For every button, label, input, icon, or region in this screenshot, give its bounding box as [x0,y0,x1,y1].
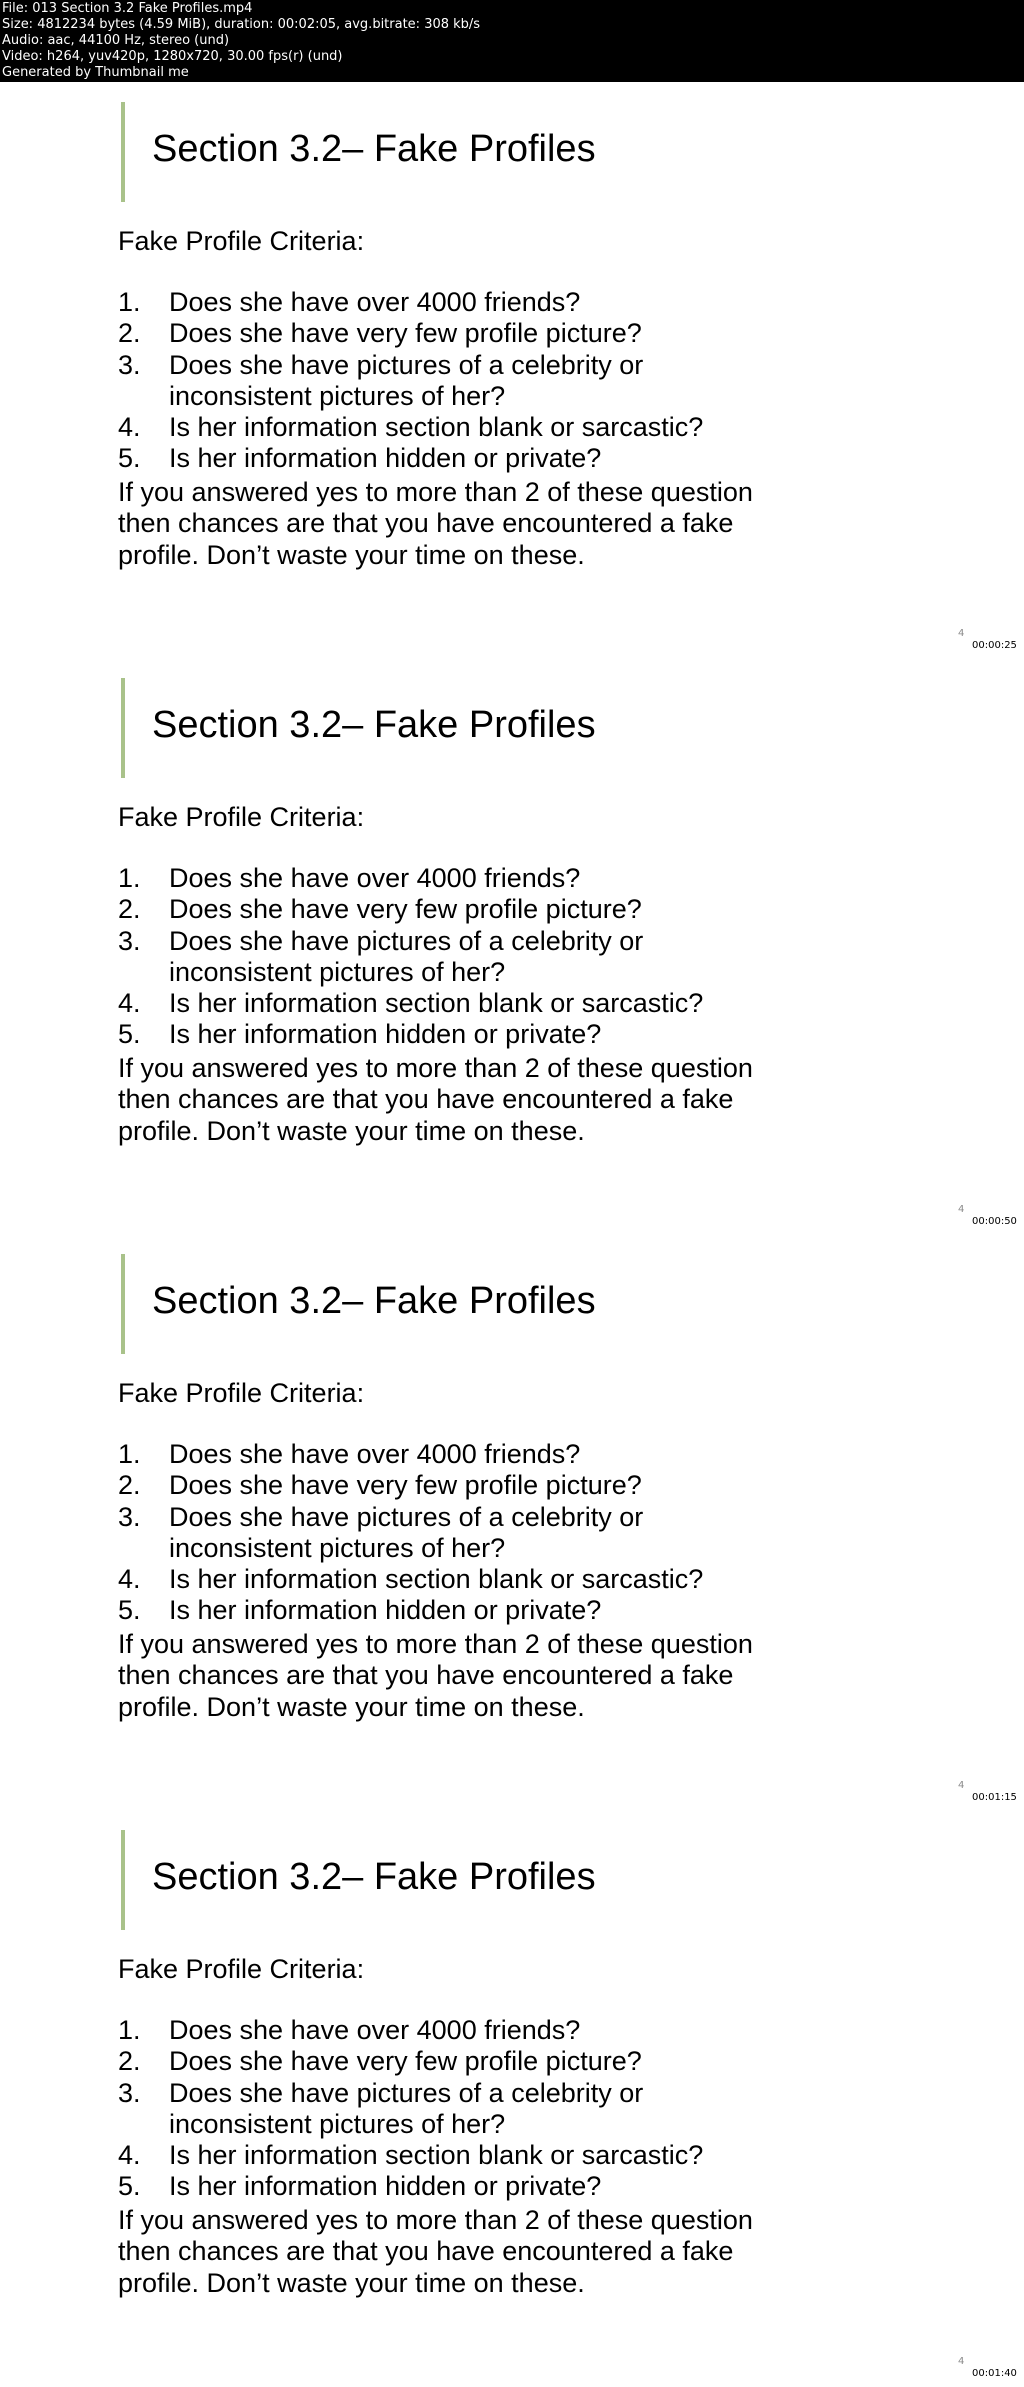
conclusion-line: profile. Don’t waste your time on these. [118,1115,585,1146]
criteria-number: 1. [118,1439,141,1469]
thumbnail-frame-4 [0,1810,1024,2385]
conclusion-line: profile. Don’t waste your time on these. [118,1691,585,1722]
criteria-list [118,287,938,475]
info-file-line: File: 013 Section 3.2 Fake Profiles.mp4 [2,1,253,16]
slide-title: Section 3.2– Fake Profiles [152,1280,596,1322]
criteria-number: 5. [118,1019,141,1050]
conclusion-line: then chances are that you have encountered a fake [118,2236,734,2267]
criteria-text: Does she have very few profile picture? [169,894,642,925]
criteria-item [118,350,938,413]
criteria-number: 3. [118,1501,141,1532]
criteria-item [118,2046,938,2077]
criteria-text: Is her information section blank or sarcastic? [169,988,704,1019]
criteria-text-line: inconsistent pictures of her? [169,2108,506,2139]
conclusion-line: then chances are that you have encountered a fake [118,1660,734,1691]
conclusion-line: If you answered yes to more than 2 of these question [118,1629,753,1659]
criteria-list [118,863,938,1051]
conclusion-line: then chances are that you have encountered a fake [118,1084,734,1115]
criteria-number: 4. [118,1564,141,1595]
criteria-number: 1. [118,2015,141,2045]
criteria-heading: Fake Profile Criteria: [118,1954,365,1984]
conclusion-paragraph [118,1053,978,1147]
criteria-text: Does she have very few profile picture? [169,2046,642,2077]
conclusion-paragraph [118,1629,978,1723]
conclusion-line: profile. Don’t waste your time on these. [118,2267,585,2298]
criteria-item [118,412,938,443]
criteria-text: Does she have over 4000 friends? [169,287,581,317]
criteria-text [169,2078,938,2141]
criteria-text-line: Does she have pictures of a celebrity or [169,1501,644,1532]
criteria-text [169,926,938,989]
criteria-text: Is her information hidden or private? [169,1595,602,1626]
frame-stamp [958,1780,1024,1810]
criteria-number: 1. [118,863,141,893]
slide-title: Section 3.2– Fake Profiles [152,128,596,170]
title-accent-bar [121,1830,125,1930]
frame-stamp [958,628,1024,658]
criteria-item [118,2171,938,2202]
criteria-number: 5. [118,2171,141,2202]
criteria-number: 3. [118,925,141,956]
info-audio-line: Audio: aac, 44100 Hz, stereo (und) [2,33,230,48]
thumbnail-frame-2 [0,658,1024,1233]
criteria-item [118,2015,938,2046]
criteria-number: 4. [118,412,141,443]
criteria-text: Does she have over 4000 friends? [169,1439,581,1469]
thumbnail-frame-1 [0,82,1024,657]
criteria-number: 3. [118,349,141,380]
title-accent-bar [121,102,125,202]
criteria-text-line: Does she have pictures of a celebrity or [169,2077,644,2108]
conclusion-line: If you answered yes to more than 2 of these question [118,2205,753,2235]
conclusion-paragraph [118,2205,978,2299]
criteria-number: 3. [118,2077,141,2108]
criteria-text-line: inconsistent pictures of her? [169,380,506,411]
criteria-list [118,1439,938,1627]
criteria-text: Is her information section blank or sarcastic? [169,1564,704,1595]
conclusion-line: then chances are that you have encountered a fake [118,508,734,539]
criteria-item [118,1595,938,1626]
frame-timestamp: 00:00:25 [972,640,1017,651]
frame-stamp [958,1204,1024,1234]
frame-timestamp: 00:00:50 [972,1216,1017,1227]
frame-stamp [958,2356,1024,2386]
criteria-text: Is her information section blank or sarcastic? [169,2140,704,2171]
criteria-heading: Fake Profile Criteria: [118,1378,365,1408]
criteria-text-line: Does she have pictures of a celebrity or [169,925,644,956]
criteria-text: Is her information section blank or sarcastic? [169,412,704,443]
criteria-number: 1. [118,287,141,317]
criteria-item [118,1502,938,1565]
criteria-text: Does she have over 4000 friends? [169,2015,581,2045]
title-accent-bar [121,678,125,778]
criteria-item [118,1019,938,1050]
criteria-item [118,926,938,989]
criteria-item [118,2140,938,2171]
criteria-item [118,2078,938,2141]
criteria-number: 2. [118,2046,141,2077]
criteria-number: 5. [118,443,141,474]
criteria-number: 2. [118,1470,141,1501]
info-video-line: Video: h264, yuv420p, 1280x720, 30.00 fps(r) (und) [2,49,343,64]
criteria-number: 4. [118,2140,141,2171]
criteria-heading: Fake Profile Criteria: [118,226,365,256]
frame-page-number: 4 [958,2356,965,2367]
criteria-item [118,988,938,1019]
criteria-list [118,2015,938,2203]
criteria-item [118,863,938,894]
criteria-item [118,1470,938,1501]
criteria-item [118,287,938,318]
frame-timestamp: 00:01:15 [972,1792,1017,1803]
criteria-text [169,1502,938,1565]
frame-page-number: 4 [958,1204,965,1215]
criteria-text: Does she have very few profile picture? [169,1470,642,1501]
criteria-item [118,318,938,349]
criteria-text: Does she have over 4000 friends? [169,863,581,893]
criteria-item [118,894,938,925]
criteria-item [118,1439,938,1470]
criteria-number: 5. [118,1595,141,1626]
conclusion-line: If you answered yes to more than 2 of these question [118,477,753,507]
criteria-text-line: Does she have pictures of a celebrity or [169,349,644,380]
criteria-number: 4. [118,988,141,1019]
criteria-text-line: inconsistent pictures of her? [169,1532,506,1563]
conclusion-paragraph [118,477,978,571]
thumbnail-frame-3 [0,1234,1024,1809]
criteria-text: Does she have very few profile picture? [169,318,642,349]
criteria-text: Is her information hidden or private? [169,443,602,474]
criteria-text [169,350,938,413]
conclusion-line: If you answered yes to more than 2 of these question [118,1053,753,1083]
criteria-number: 2. [118,318,141,349]
criteria-heading: Fake Profile Criteria: [118,802,365,832]
info-size-line: Size: 4812234 bytes (4.59 MiB), duration: 00:02:05, avg.bitrate: 308 kb/s [2,17,481,32]
criteria-item [118,1564,938,1595]
slide-title: Section 3.2– Fake Profiles [152,1856,596,1898]
info-generator-line: Generated by Thumbnail me [2,65,189,80]
criteria-text: Is her information hidden or private? [169,1019,602,1050]
title-accent-bar [121,1254,125,1354]
frame-page-number: 4 [958,1780,965,1791]
criteria-text-line: inconsistent pictures of her? [169,956,506,987]
frame-timestamp: 00:01:40 [972,2368,1017,2379]
conclusion-line: profile. Don’t waste your time on these. [118,539,585,570]
criteria-number: 2. [118,894,141,925]
slide-title: Section 3.2– Fake Profiles [152,704,596,746]
frame-page-number: 4 [958,628,965,639]
video-info-header [0,0,1024,82]
criteria-text: Is her information hidden or private? [169,2171,602,2202]
criteria-item [118,443,938,474]
